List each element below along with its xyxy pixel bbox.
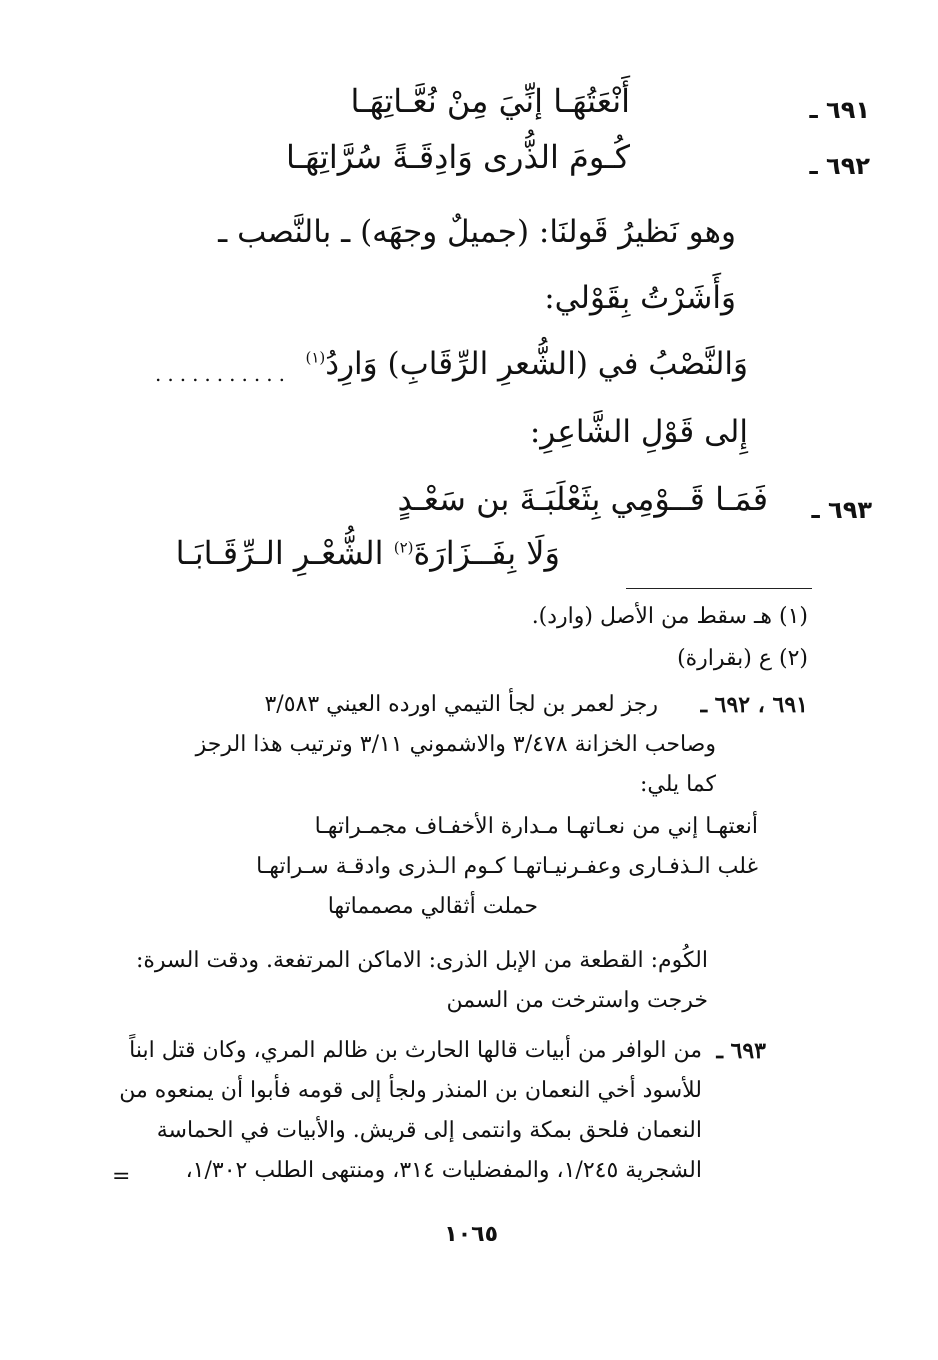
- ellipsis-dots: ...........: [155, 362, 291, 386]
- commentary-693-line-3: النعمان فلحق بمكة وانتمى إلى قريش. والأبيات في الحماسة: [156, 1118, 702, 1143]
- continuation-mark: =: [112, 1164, 131, 1189]
- verse-693-hemistich-1: فَمَـا قَــوْمِي بِثَعْلَبَـةَ بن سَعْـدٍ: [397, 480, 768, 518]
- footnote-ref-2: (٢): [393, 538, 414, 557]
- prose-line-3: [306, 346, 749, 382]
- commentary-691-692-number: ٦٩١ ، ٦٩٢ ـ: [700, 692, 808, 718]
- rajaz-line-3: حملت أثقالي مصمماتها: [327, 894, 538, 919]
- page-number: ١٠٦٥: [444, 1222, 498, 1247]
- verse-693-h2-part-a: وَلَا بِفَــزَارَةَ: [413, 534, 560, 572]
- prose-line-2: وَأَشَرْتُ بِقَوْلي:: [544, 280, 736, 316]
- prose-line-3-text: وَالنَّصْبُ في (الشُّعرِ الرِّقَابِ) وَارِدُ: [325, 346, 748, 382]
- commentary-693-number: ٦٩٣ ـ: [716, 1038, 766, 1064]
- commentary-691-line-2: وصاحب الخزانة ٣/٤٧٨ والاشموني ٣/١١ وترتيب هذا الرجز: [195, 732, 716, 757]
- commentary-693-line-1: من الوافر من أبيات قالها الحارث بن ظالم المري، وكان قتل ابناً: [129, 1038, 702, 1063]
- verse-693-h2-part-b: الشُّعْـرِ الـرِّقَـابَـا: [175, 534, 384, 572]
- verse-number-691: ٦٩١ ـ: [809, 96, 870, 124]
- footnote-separator: [626, 588, 812, 589]
- commentary-691-line-3: كما يلي:: [639, 772, 716, 797]
- verse-692-text: كُـومَ الذُّرى وَادِقَـةً سُرَّاتِهَـا: [286, 138, 630, 176]
- verse-691-text: أَنْعَتُهَـا إنِّيَ مِنْ نُعَّـاتِهَـا: [350, 82, 630, 120]
- footnote-ref-1: (١): [305, 348, 326, 367]
- gloss-line-1: الكُوم: القطعة من الإبل الذرى: الاماكن المرتفعة. ودقت السرة:: [135, 948, 708, 973]
- prose-line-4: إِلى قَوْلِ الشَّاعِرِ:: [529, 414, 748, 450]
- gloss-line-2: خرجت واسترخت من السمن: [446, 988, 708, 1013]
- commentary-691-line-1: رجز لعمر بن لجأ التيمي اورده العيني ٣/٥٨٣: [264, 692, 658, 717]
- footnote-2: (٢) ع (بقرارة): [677, 646, 808, 671]
- prose-line-1: وهو نَظيرُ قَولنَا: (جميلٌ وجهَه) ـ بالنَّصب ـ: [218, 214, 736, 250]
- rajaz-line-1: أنعتهـا إني من نعـاتهـا مـدارة الأخفـاف مجمـراتهـا: [314, 814, 758, 839]
- commentary-693-line-2: للأسود أخي النعمان بن المنذر ولجأ إلى قومه فأبوا أن يمنعوه من: [119, 1078, 702, 1103]
- verse-number-692: ٦٩٢ ـ: [809, 152, 870, 180]
- rajaz-line-2: غلب الـذفـارى وعفـرنيـاتهـا كـوم الـذرى وادقـة سـراتهـا: [256, 854, 758, 879]
- footnote-1: (١) هـ سقط من الأصل (وارد).: [531, 604, 808, 629]
- verse-693-hemistich-2: [176, 534, 560, 572]
- verse-number-693: ٦٩٣ ـ: [811, 496, 872, 524]
- commentary-693-line-4: الشجرية ١/٢٤٥، والمفضليات ٣١٤، ومنتهى الطلب ١/٣٠٢،: [185, 1158, 702, 1183]
